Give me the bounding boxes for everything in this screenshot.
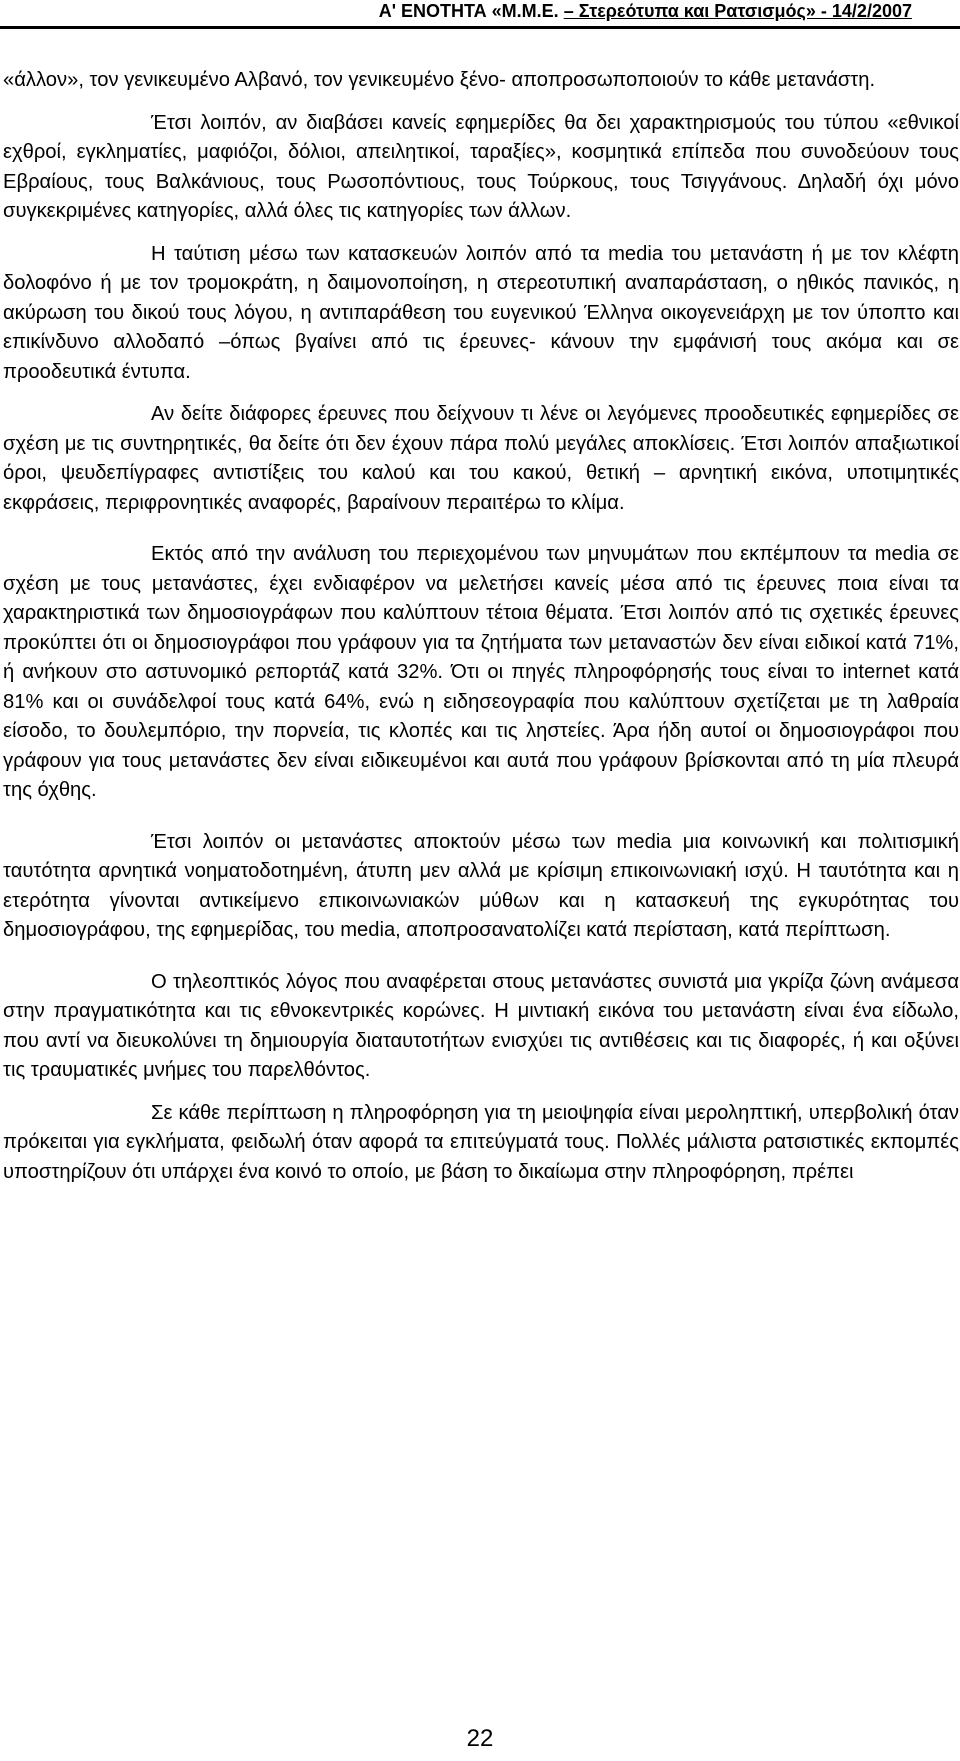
header-title-part1: Α' ΕΝΟΤΗΤΑ «Μ.Μ.Ε.	[378, 1, 564, 21]
header-rule	[0, 26, 960, 29]
paragraph-8: Σε κάθε περίπτωση η πληροφόρηση για τη μειοψηφία είναι μεροληπτική, υπερβολική όταν πρόκειται για εγκλήματα, φειδωλή όταν αφορά τα επιτεύγματά τους. Πολλές μάλιστα ρατσιστικές εκπομπές υποστηρίζουν ότι υπάρχει ένα κοινό το οποίο, με βάση το δικαίωμα στην πληροφόρηση, πρέπει	[3, 1101, 959, 1183]
header-title-part2: – Στερεότυπα και Ρατσισμός» - 14/2/2007	[563, 1, 912, 21]
page-number: 22	[466, 1725, 494, 1752]
page-header	[0, 0, 960, 34]
paragraph-5: Εκτός από την ανάλυση του περιεχομένου των μηνυμάτων που εκπέμπουν τα media σε σχέση με τους μετανάστες, έχει ενδιαφέρον να μελετήσει κανείς μέσα από τις έρευνες ποια είναι τα χαρακτηριστικά των δημοσιογράφων που καλύπτουν τέτοια θέματα. Έτσι λοιπόν από τις σχετικές έρευνες προκύπτει ότι οι δημοσιογράφοι που γράφουν για τα ζητήματα των μεταναστών δεν είναι ειδικοί κατά 71%, ή ανήκουν στο αστυνομικό ρεπορτάζ κατά 32%. Ότι οι πηγές πληροφόρησής τους είναι το internet κατά 81% και οι συνάδελφοί τους κατά 64%, ενώ η ειδησεογραφία που καλύπτουν σχετίζεται με τη λαθραία είσοδο, το δουλεμπόριο, την πορνεία, τις κλοπές και τις ληστείες. Άρα ήδη αυτοί οι δημοσιογράφοι που γράφουν για τους μετανάστες δεν είναι ειδικευμένοι και αυτά που γράφουν βρίσκονται από τη μία πλευρά της όχθης.	[3, 543, 959, 801]
paragraph-6: Έτσι λοιπόν οι μετανάστες αποκτούν μέσω των media μια κοινωνική και πολιτισμική ταυτότητα αρνητικά νοηματοδοτημένη, άτυπη μεν αλλά με κρίσιμη επικοινωνιακή ισχύ. Η ταυτότητα και η ετερότητα γίνονται αντικείμενο επικοινωνιακών μύθων και η κατασκευή της εγκυρότητας του δημοσιογράφου, της εφημερίδας, του media, αποπροσανατολίζει κατά περίσταση, κατά περίπτωση.	[3, 830, 959, 941]
paragraph-1: «άλλον», τον γενικευμένο Αλβανό, τον γενικευμένο ξένο- αποπροσωποποιούν το κάθε μετανάστη.	[3, 69, 876, 91]
paragraph-4: Αν δείτε διάφορες έρευνες που δείχνουν τι λένε οι λεγόμενες προοδευτικές εφημερίδες σε σχέση με τις συντηρητικές, θα δείτε ότι δεν έχουν πάρα πολύ μεγάλες αποκλίσεις. Έτσι λοιπόν απαξιωτικοί όροι, ψευδεπίγραφες αντιστίξεις του καλού και του κακού, θετική – αρνητική εικόνα, υποτιμητικές εκφράσεις, περιφρονητικές αναφορές, βαραίνουν περαιτέρω το κλίμα.	[3, 403, 959, 514]
document-body	[3, 66, 959, 1187]
header-title	[379, 1, 912, 22]
paragraph-2: Έτσι λοιπόν, αν διαβάσει κανείς εφημερίδες θα δει χαρακτηρισμούς του τύπου «εθνικοί εχθροί, εγκληματίες, μαφιόζοι, δόλιοι, απειλητικοί, ταραξίες», κοσμητικά επίπεδα που συνοδεύουν τους Εβραίους, τους Βαλκάνιους, τους Ρωσοπόντιους, τους Τούρκους, τους Τσιγγάνους. Δηλαδή όχι μόνο συγκεκριμένες κατηγορίες, αλλά όλες τις κατηγορίες των άλλων.	[3, 111, 959, 222]
paragraph-3: Η ταύτιση μέσω των κατασκευών λοιπόν από τα media του μετανάστη ή με τον κλέφτη δολοφόνο ή με τον τρομοκράτη, η δαιμονοποίηση, η στερεοτυπική αναπαράσταση, ο ηθικός πανικός, η ακύρωση του δικού τους λόγου, η αντιπαράθεση του ευγενικού Έλληνα οικογενειάρχη με τον ύποπτο και επικίνδυνο αλλοδαπό –όπως βγαίνει από τις έρευνες- κάνουν την εμφάνισή τους ακόμα και σε προοδευτικά έντυπα.	[3, 242, 959, 383]
paragraph-7: Ο τηλεοπτικός λόγος που αναφέρεται στους μετανάστες συνιστά μια γκρίζα ζώνη ανάμεσα στην πραγματικότητα και τις εθνοκεντρικές κορώνες. Η μιντιακή εικόνα του μετανάστη είναι ένα είδωλο, που αντί να διευκολύνει τη δημιουργία διαταυτοτήτων ενισχύει τις αντιθέσεις και τις διαφορές, ή και οξύνει τις τραυματικές μνήμες του παρελθόντος.	[3, 970, 959, 1081]
